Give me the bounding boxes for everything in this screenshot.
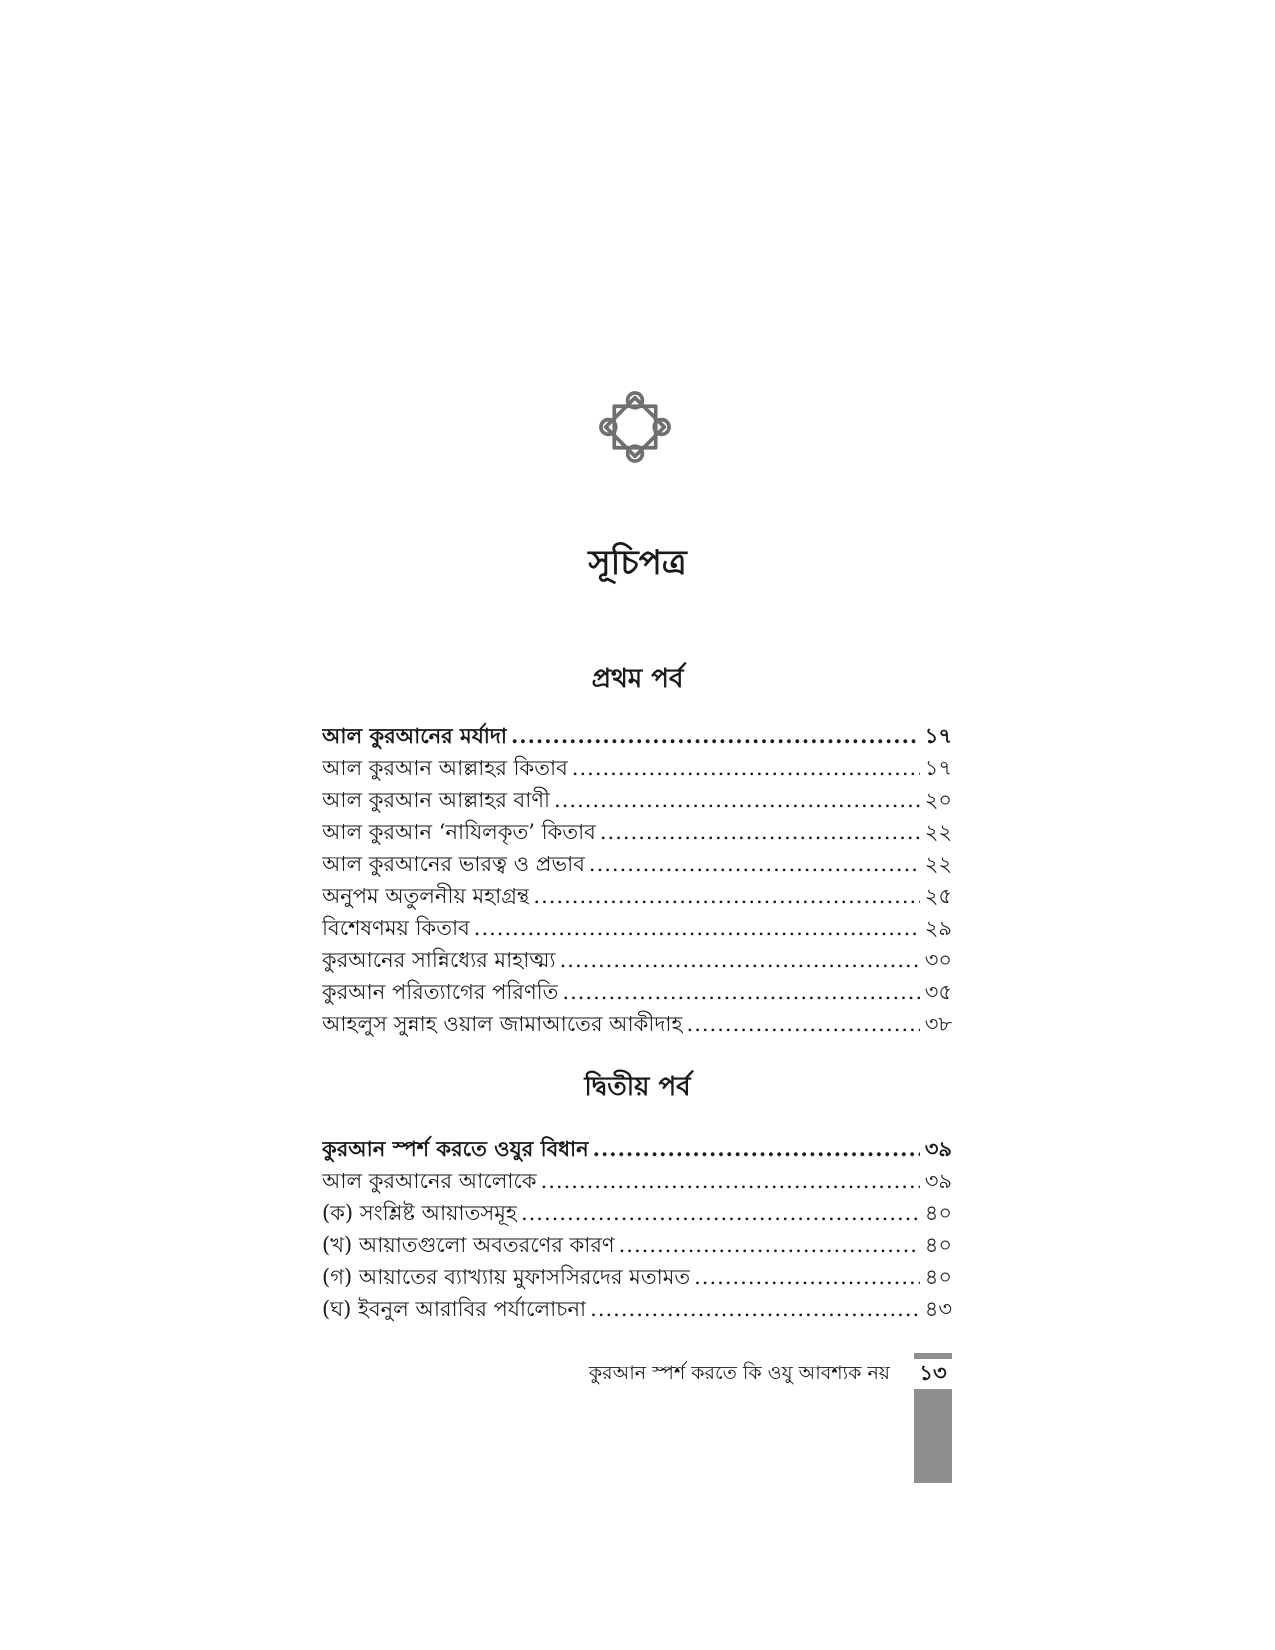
toc-entry-page: ৪০ — [924, 1265, 952, 1289]
toc-entry-page: ৪০ — [924, 1233, 952, 1257]
toc-entry[interactable] — [322, 1261, 952, 1293]
toc-entry[interactable] — [322, 1008, 952, 1040]
toc-entry-title: অনুপম অতুলনীয় মহাগ্রন্থ — [322, 884, 530, 908]
toc-dot-leader — [600, 816, 920, 848]
toc-entry-title: কুরআন স্পর্শ করতে ওযুর বিধান — [322, 1136, 589, 1161]
toc-entry[interactable] — [322, 944, 952, 976]
toc-dot-leader — [589, 848, 920, 880]
toc-entry-page: ১৭ — [924, 756, 952, 780]
toc-entry-title: (ঘ) ইবনুল আরাবির পর্যালোচনা — [322, 1297, 587, 1321]
toc-entry[interactable] — [322, 784, 952, 816]
toc-entry[interactable] — [322, 976, 952, 1008]
toc-entry-page: ৪০ — [924, 1201, 952, 1225]
toc-dot-leader — [554, 784, 920, 816]
toc-list-second — [322, 1133, 952, 1325]
toc-entry-title: আল কুরআনের আলোকে — [322, 1169, 537, 1193]
toc-dot-leader — [619, 1229, 920, 1261]
toc-entry[interactable] — [322, 752, 952, 784]
toc-dot-leader — [511, 720, 920, 752]
toc-entry-page: ২৫ — [924, 884, 952, 908]
eight-point-star-ornament-icon — [598, 390, 672, 464]
toc-entry-page: ৩৮ — [924, 1012, 952, 1036]
toc-entry-page: ৩৯ — [924, 1136, 952, 1161]
toc-entry-page: ১৭ — [924, 723, 952, 748]
toc-dot-leader — [521, 1197, 920, 1229]
toc-entry[interactable] — [322, 816, 952, 848]
running-footer-book-title: কুরআন স্পর্শ করতে কি ওযু আবশ্যক নয় — [588, 1362, 890, 1384]
toc-entry-title: আল কুরআনের ভারত্ব ও প্রভাব — [322, 852, 585, 876]
toc-dot-leader — [590, 1293, 920, 1325]
toc-entry-page: ২০ — [924, 788, 952, 812]
toc-entry-page: ২৯ — [924, 916, 952, 940]
toc-dot-leader — [474, 912, 920, 944]
toc-entry[interactable] — [322, 912, 952, 944]
toc-entry-title: (খ) আয়াতগুলো অবতরণের কারণ — [322, 1233, 615, 1257]
toc-dot-leader — [560, 944, 920, 976]
section-heading-first: প্রথম পর্ব — [591, 664, 684, 694]
toc-entry-title: আল কুরআন আল্লাহর বাণী — [322, 788, 551, 812]
toc-list-first — [322, 720, 952, 1040]
toc-dot-leader — [572, 752, 920, 784]
toc-entry-title: আল কুরআন ‘নাযিলকৃত’ কিতাব — [322, 820, 596, 844]
toc-entry-title: কুরআন পরিত্যাগের পরিণতি — [322, 980, 559, 1004]
toc-entry-title: আল কুরআন আল্লাহর কিতাব — [322, 756, 568, 780]
toc-entry-title: (গ) আয়াতের ব্যাখ্যায় মুফাসসিরদের মতামত — [322, 1265, 691, 1289]
toc-dot-leader — [562, 976, 920, 1008]
toc-entry-page: ২২ — [924, 820, 952, 844]
toc-entry[interactable] — [322, 720, 952, 752]
toc-entry[interactable] — [322, 1293, 952, 1325]
toc-entry-page: ৪৩ — [924, 1297, 952, 1321]
toc-entry-page: ৩৯ — [924, 1169, 952, 1193]
toc-dot-leader — [593, 1133, 920, 1165]
toc-entry-page: ৩৫ — [924, 980, 952, 1004]
page-tab-top-rule — [914, 1353, 952, 1359]
toc-entry[interactable] — [322, 880, 952, 912]
toc-dot-leader — [687, 1008, 920, 1040]
toc-entry[interactable] — [322, 1229, 952, 1261]
toc-dot-leader — [533, 880, 920, 912]
toc-dot-leader — [694, 1261, 920, 1293]
toc-entry-title: বিশেষণময় কিতাব — [322, 916, 470, 940]
toc-entry-title: কুরআনের সান্নিধ্যের মাহাত্ম্য — [322, 948, 556, 972]
toc-entry-page: ৩০ — [924, 948, 952, 972]
toc-entry-page: ২২ — [924, 852, 952, 876]
toc-entry[interactable] — [322, 848, 952, 880]
toc-entry[interactable] — [322, 1197, 952, 1229]
toc-entry-title: আহলুস সুন্নাহ ওয়াল জামাআতের আকীদাহ — [322, 1012, 683, 1036]
page-number: ১৩ — [919, 1360, 947, 1385]
toc-entry[interactable] — [322, 1165, 952, 1197]
page-title: সূচিপত্র — [588, 543, 687, 583]
section-heading-second: দ্বিতীয় পর্ব — [584, 1072, 691, 1102]
page-tab-bar — [914, 1389, 952, 1483]
toc-entry[interactable] — [322, 1133, 952, 1165]
toc-entry-title: (ক) সংশ্লিষ্ট আয়াতসমূহ — [322, 1201, 517, 1225]
toc-dot-leader — [541, 1165, 920, 1197]
toc-entry-title: আল কুরআনের মর্যাদা — [322, 723, 507, 748]
